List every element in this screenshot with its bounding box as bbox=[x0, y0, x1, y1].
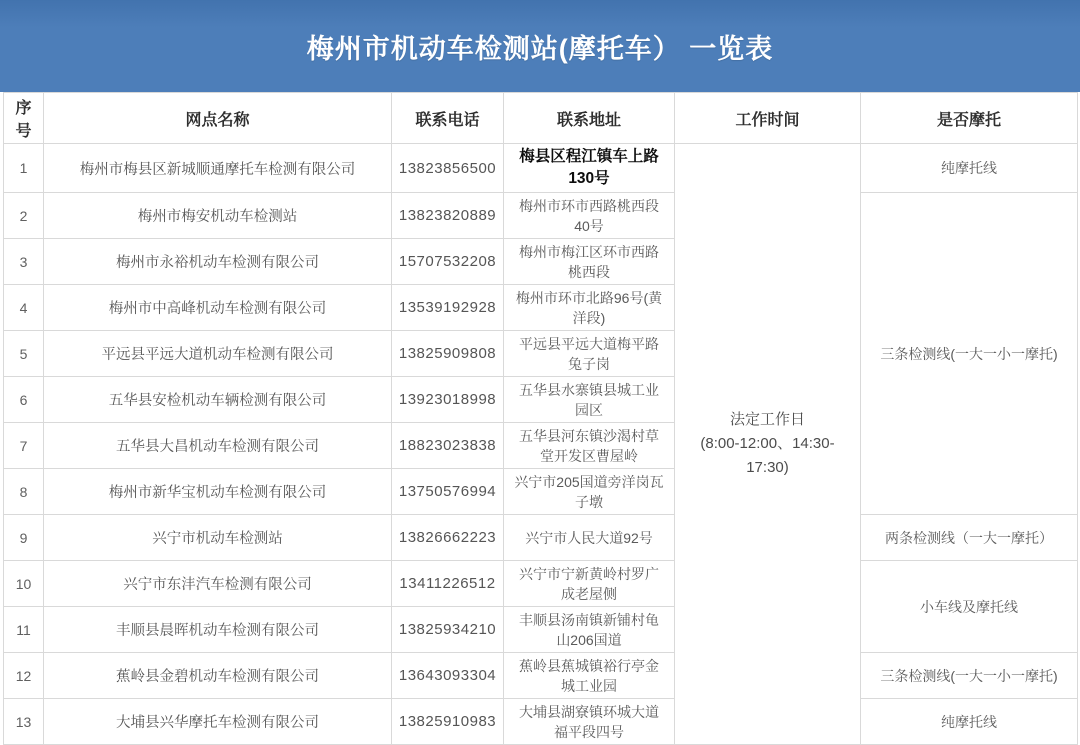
address-cell: 梅州市环市北路96号(黄洋段) bbox=[504, 285, 675, 331]
station-name-cell: 梅州市梅县区新城顺通摩托车检测有限公司 bbox=[44, 144, 392, 193]
address-cell: 兴宁市宁新黄岭村罗广成老屋侧 bbox=[504, 561, 675, 607]
row-number-cell: 3 bbox=[4, 239, 44, 285]
row-number-cell: 8 bbox=[4, 469, 44, 515]
table-row bbox=[4, 653, 1078, 699]
station-name-cell: 大埔县兴华摩托车检测有限公司 bbox=[44, 699, 392, 745]
moto-line-cell: 两条检测线（一大一摩托） bbox=[861, 515, 1078, 561]
station-name-cell: 兴宁市东沣汽车检测有限公司 bbox=[44, 561, 392, 607]
address-cell: 大埔县湖寮镇环城大道福平段四号 bbox=[504, 699, 675, 745]
title-banner bbox=[0, 0, 1080, 92]
stations-table bbox=[3, 92, 1078, 745]
phone-cell: 13825910983 bbox=[392, 699, 504, 745]
station-name-cell: 五华县安检机动车辆检测有限公司 bbox=[44, 377, 392, 423]
moto-line-cell: 三条检测线(一大一小一摩托) bbox=[861, 193, 1078, 515]
phone-cell: 13826662223 bbox=[392, 515, 504, 561]
phone-cell: 13823856500 bbox=[392, 144, 504, 193]
table-header-row bbox=[4, 93, 1078, 144]
row-number-cell: 6 bbox=[4, 377, 44, 423]
moto-line-cell: 小车线及摩托线 bbox=[861, 561, 1078, 653]
work-time-line1: 法定工作日 bbox=[729, 411, 805, 428]
address-cell: 梅州市梅江区环市西路桃西段 bbox=[504, 239, 675, 285]
address-cell: 蕉岭县蕉城镇裕行亭金城工业园 bbox=[504, 653, 675, 699]
address-cell: 丰顺县汤南镇新铺村龟山206国道 bbox=[504, 607, 675, 653]
station-name-cell: 梅州市梅安机动车检测站 bbox=[44, 193, 392, 239]
phone-cell: 13923018998 bbox=[392, 377, 504, 423]
station-name-cell: 梅州市中高峰机动车检测有限公司 bbox=[44, 285, 392, 331]
moto-line-cell: 纯摩托线 bbox=[861, 699, 1078, 745]
row-number-cell: 13 bbox=[4, 699, 44, 745]
page-title: 梅州市机动车检测站(摩托车） 一览表 bbox=[306, 33, 774, 64]
row-number-cell: 2 bbox=[4, 193, 44, 239]
col-header-number: 序号 bbox=[4, 93, 44, 144]
table-row bbox=[4, 515, 1078, 561]
address-cell: 兴宁市205国道旁洋岗瓦子墩 bbox=[504, 469, 675, 515]
station-name-cell: 五华县大昌机动车检测有限公司 bbox=[44, 423, 392, 469]
station-name-cell: 平远县平远大道机动车检测有限公司 bbox=[44, 331, 392, 377]
col-header-name: 网点名称 bbox=[44, 93, 392, 144]
phone-cell: 15707532208 bbox=[392, 239, 504, 285]
phone-cell: 13823820889 bbox=[392, 193, 504, 239]
address-cell: 平远县平远大道梅平路兔子岗 bbox=[504, 331, 675, 377]
moto-line-cell: 三条检测线(一大一小一摩托) bbox=[861, 653, 1078, 699]
col-header-worktime: 工作时间 bbox=[675, 93, 861, 144]
row-number-cell: 7 bbox=[4, 423, 44, 469]
row-number-cell: 12 bbox=[4, 653, 44, 699]
work-time-line2: (8:00-12:00、14:30-17:30) bbox=[700, 435, 835, 476]
station-name-cell: 蕉岭县金碧机动车检测有限公司 bbox=[44, 653, 392, 699]
row-number-cell: 11 bbox=[4, 607, 44, 653]
col-header-address: 联系地址 bbox=[504, 93, 675, 144]
phone-cell: 13825909808 bbox=[392, 331, 504, 377]
table-row bbox=[4, 699, 1078, 745]
table-row bbox=[4, 193, 1078, 239]
row-number-cell: 9 bbox=[4, 515, 44, 561]
stations-table-container bbox=[0, 92, 1080, 745]
col-header-phone: 联系电话 bbox=[392, 93, 504, 144]
row-number-cell: 5 bbox=[4, 331, 44, 377]
station-name-cell: 兴宁市机动车检测站 bbox=[44, 515, 392, 561]
table-row bbox=[4, 144, 1078, 193]
col-header-moto: 是否摩托 bbox=[861, 93, 1078, 144]
row-number-cell: 4 bbox=[4, 285, 44, 331]
address-cell: 梅州市环市西路桃西段40号 bbox=[504, 193, 675, 239]
station-name-cell: 丰顺县晨晖机动车检测有限公司 bbox=[44, 607, 392, 653]
address-cell: 五华县河东镇沙渴村草堂开发区曹屋岭 bbox=[504, 423, 675, 469]
table-row bbox=[4, 561, 1078, 607]
phone-cell: 13825934210 bbox=[392, 607, 504, 653]
row-number-cell: 10 bbox=[4, 561, 44, 607]
phone-cell: 13643093304 bbox=[392, 653, 504, 699]
moto-line-cell: 纯摩托线 bbox=[861, 144, 1078, 193]
phone-cell: 18823023838 bbox=[392, 423, 504, 469]
phone-cell: 13411226512 bbox=[392, 561, 504, 607]
row-number-cell: 1 bbox=[4, 144, 44, 193]
address-cell: 兴宁市人民大道92号 bbox=[504, 515, 675, 561]
phone-cell: 13539192928 bbox=[392, 285, 504, 331]
address-cell: 五华县水寨镇县城工业园区 bbox=[504, 377, 675, 423]
station-name-cell: 梅州市永裕机动车检测有限公司 bbox=[44, 239, 392, 285]
station-name-cell: 梅州市新华宝机动车检测有限公司 bbox=[44, 469, 392, 515]
phone-cell: 13750576994 bbox=[392, 469, 504, 515]
address-cell: 梅县区程江镇车上路130号 bbox=[504, 144, 675, 193]
work-time-cell bbox=[675, 144, 861, 745]
